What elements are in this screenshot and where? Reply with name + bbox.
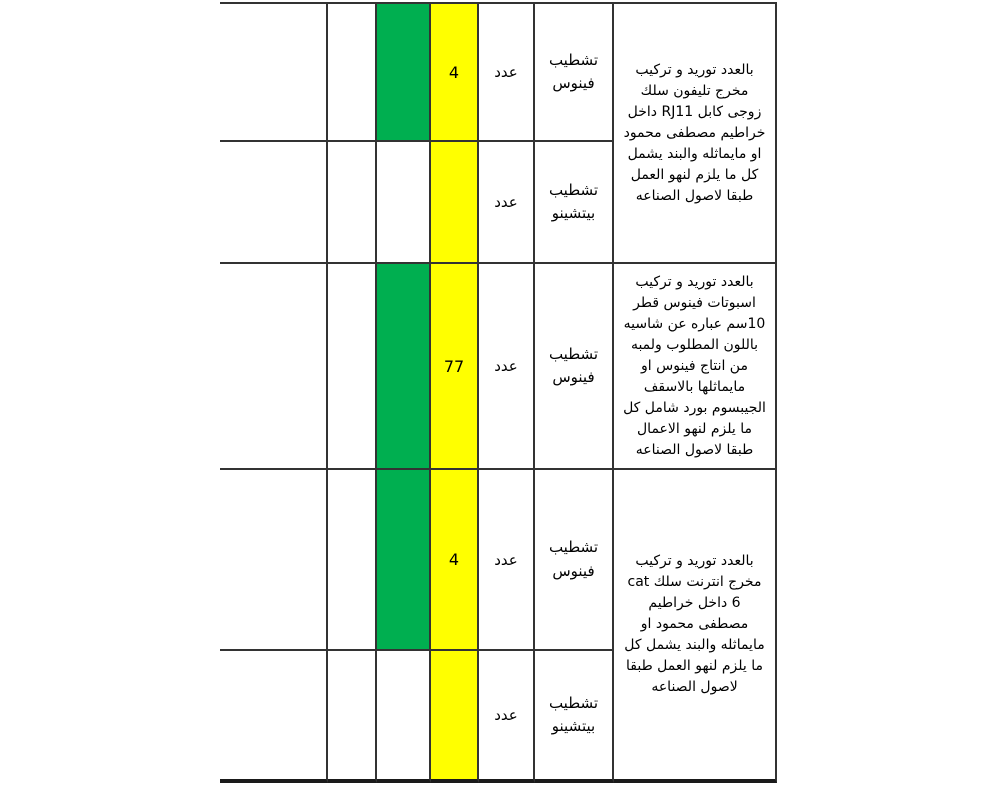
finish-type-cell: تشطيب بيتشينو	[535, 142, 614, 264]
quantity-cell: 4	[431, 2, 479, 142]
quantity-cell	[431, 651, 479, 783]
spacer-cell	[220, 264, 328, 470]
spacer-cell	[220, 651, 328, 783]
spacer-cell	[220, 142, 328, 264]
spacer-cell	[220, 470, 328, 651]
spacer-cell	[328, 142, 377, 264]
green-status-cell-empty	[377, 651, 431, 783]
quantity-cell: 77	[431, 264, 479, 470]
finish-type-cell: تشطيب بيتشينو	[535, 651, 614, 783]
green-status-cell	[377, 264, 431, 470]
green-status-cell	[377, 2, 431, 142]
finish-type-cell: تشطيب فينوس	[535, 2, 614, 142]
boq-table	[220, 2, 777, 783]
spacer-cell	[220, 2, 328, 142]
unit-cell: عدد	[479, 264, 535, 470]
spacer-cell	[328, 264, 377, 470]
item-description-cell: بالعدد توريد و تركيب اسبوتات فينوس قطر 10سم عباره عن شاسيه باللون المطلوب ولمبه من انتاج فينوس او مايماثلها بالاسقف الجيبسوم بورد شامل كل ما يلزم لنهو الاعمال طبقا لاصول الصناعه	[614, 264, 777, 470]
unit-cell: عدد	[479, 651, 535, 783]
unit-cell: عدد	[479, 470, 535, 651]
quantity-cell	[431, 142, 479, 264]
green-status-cell-empty	[377, 142, 431, 264]
item-description-cell: بالعدد توريد و تركيب مخرج تليفون سلك زوجى كابل RJ11 داخل خراطيم مصطفى محمود او مايماثله والبند يشمل كل ما يلزم لنهو العمل طبقا لاصول الصناعه	[614, 2, 777, 264]
spacer-cell	[328, 470, 377, 651]
finish-type-cell: تشطيب فينوس	[535, 264, 614, 470]
quantity-cell: 4	[431, 470, 479, 651]
unit-cell: عدد	[479, 2, 535, 142]
green-status-cell	[377, 470, 431, 651]
unit-cell: عدد	[479, 142, 535, 264]
finish-type-cell: تشطيب فينوس	[535, 470, 614, 651]
spacer-cell	[328, 2, 377, 142]
spacer-cell	[328, 651, 377, 783]
item-description-cell: بالعدد توريد و تركيب مخرج انترنت سلك cat 6 داخل خراطيم مصطفى محمود او مايماثله والبند يشمل كل ما يلزم لنهو العمل طبقا لاصول الصناعه	[614, 470, 777, 783]
